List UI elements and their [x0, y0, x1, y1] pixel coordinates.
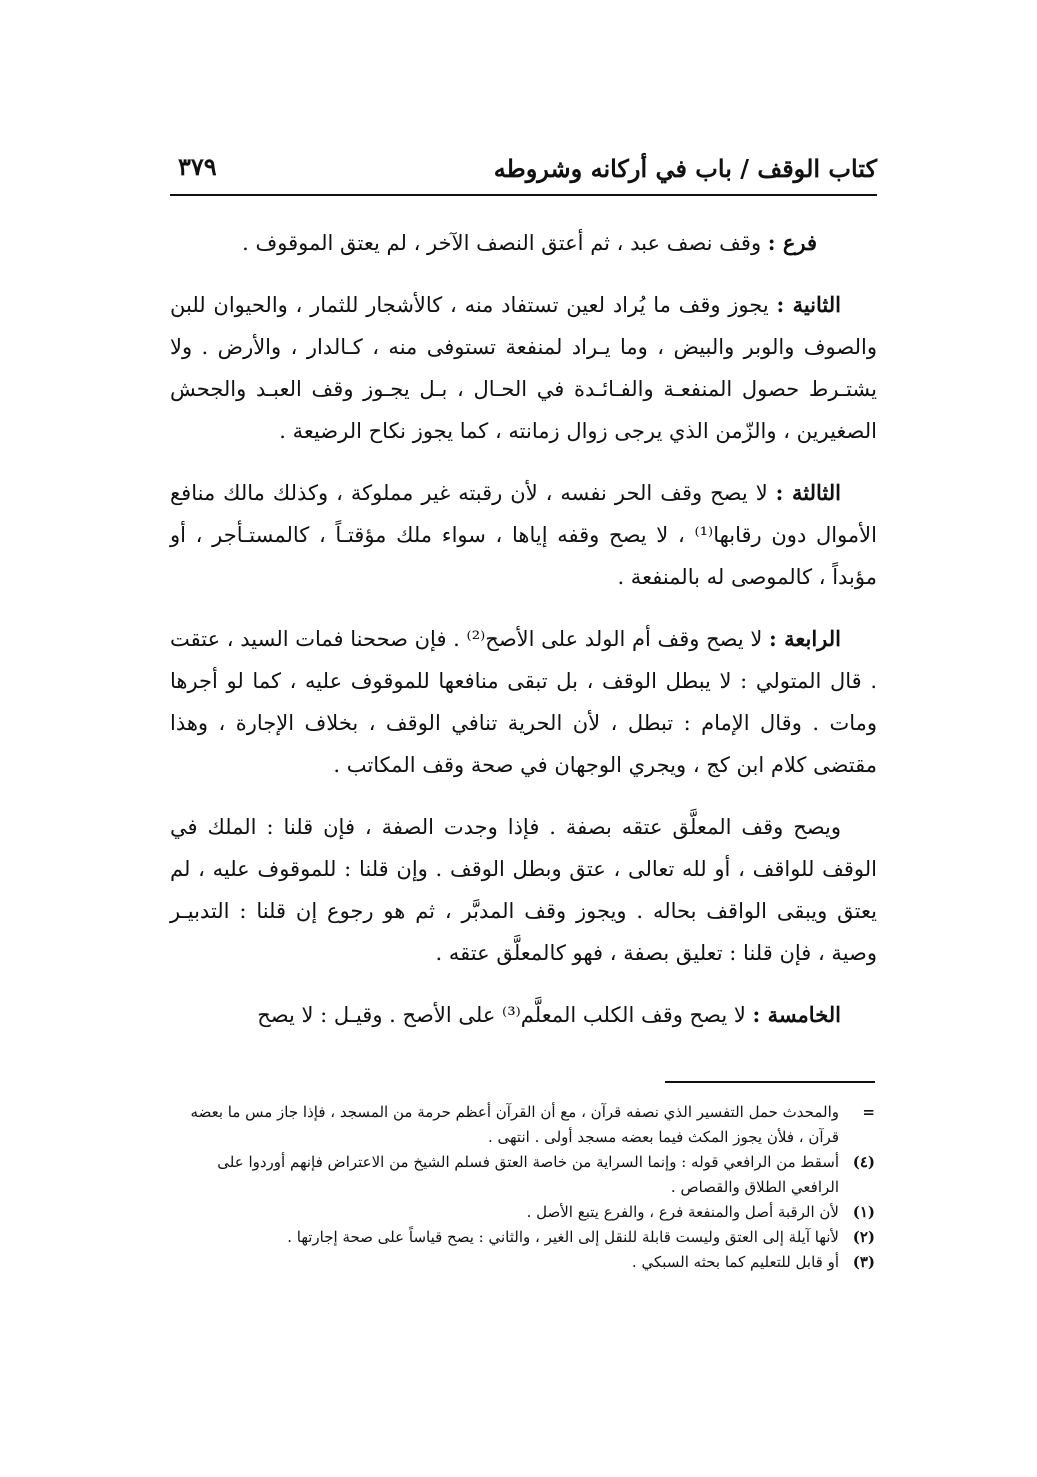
paragraph-lead: الرابعة : — [769, 626, 842, 651]
paragraph-text: وقف نصف عبد ، ثم أعتق النصف الآخر ، لم يعتق الموقوف . — [242, 231, 768, 255]
paragraph-far — [170, 222, 877, 264]
footnote-mark: (٢) — [852, 1228, 875, 1246]
footnote-text: أو قابل للتعليم كما بحثه السبكي . — [631, 1253, 839, 1271]
footnote-text: لأنها آيلة إلى العتق وليست قابلة للنقل إلى الغير ، والثاني : يصح قياساً على صحة إجارتها . — [287, 1228, 839, 1246]
paragraph-lead: الثالثة : — [775, 480, 842, 505]
footnote-text: لأن الرقبة أصل والمنفعة فرع ، والفرع يتبع الأصل . — [526, 1203, 839, 1221]
footnote-text: والمحدث حمل التفسير الذي نصفه قرآن ، مع أن القرآن أعظم حرمة من المسجد ، فإذا جاز مس ما بعضه قرآن ، فلأن يجوز المكث فيما بعضه مسجد أولى . انتهى . — [190, 1103, 839, 1146]
footnote — [165, 1250, 875, 1275]
paragraph-text: لا يصح وقف أم الولد على الأصح⁽²⁾ . فإن صححنا فمات السيد ، عتقت . قال المتولي : لا يبطل الوقف ، بل تبقى منافعها للموقوف عليه ، كما لو أجرها ومات . وقال الإمام : تبطل ، لأن الحرية تنافي الوقف ، بخلاف الإجارة ، وهذا مقتضى كلام ابن كج ، ويجري الوجهان في صحة وقف المكاتب . — [170, 627, 877, 777]
footnote-mark: (٣) — [852, 1253, 875, 1271]
paragraph-text: لا يصح وقف الحر نفسه ، لأن رقبته غير مملوكة ، وكذلك مالك منافع الأموال دون رقابها⁽¹⁾ ، لا يصح وقفه إياها ، سواء ملك مؤقتـاً ، كالمستـأجر ، أو مؤبداً ، كالموصى له بالمنفعة . — [170, 481, 877, 589]
footnote — [165, 1200, 875, 1225]
footnote — [165, 1100, 875, 1150]
paragraph-text: ويصح وقف المعلَّق عتقه بصفة . فإذا وجدت الصفة ، فإن قلنا : الملك في الوقف للواقف ، أو لله تعالى ، عتق وبطل الوقف . وإن قلنا : للموقوف عليه ، لم يعتق ويبقى الواقف بحاله . ويجوز وقف المدبَّر ، ثم هو رجوع إن قلنا : التدبيـر وصية ، فإن قلنا : تعليق بصفة ، فهو كالمعلَّق عتقه . — [170, 815, 877, 965]
footnotes — [165, 1100, 875, 1275]
paragraph-rabia — [170, 618, 877, 786]
footnote — [165, 1225, 875, 1250]
page-header — [170, 148, 877, 192]
footnote-mark: (١) — [852, 1203, 875, 1221]
paragraph-lead: الخامسة : — [752, 1002, 841, 1027]
footnote-mark: = — [862, 1103, 875, 1121]
paragraph-lead: الثانية : — [776, 292, 841, 317]
paragraph-muallaq — [170, 806, 877, 974]
footnote — [165, 1150, 875, 1200]
paragraph-lead: فرع : — [767, 230, 817, 255]
footnote-text: أسقط من الرافعي قوله : وإنما السراية من خاصة العتق فسلم الشيخ من الاعتراض فإنهم أوردوا على الرافعي الطلاق والقصاص . — [217, 1153, 839, 1196]
paragraph-text: يجوز وقف ما يُراد لعين تستفاد منه ، كالأشجار للثمار ، والحيوان للبن والصوف والوبر والبيض ، وما يـراد لمنفعة تستوفى منه ، كـالدار ، والأرض . ولا يشتـرط حصول المنفعـة والفـائـدة في الحـال ، بـل يجـوز وقف العبـد والجحش الصغيرين ، والزّمن الذي يرجى زوال زمانته ، كما يجوز نكاح الرضيعة . — [170, 293, 877, 443]
paragraph-thaniya — [170, 284, 877, 452]
header-rule — [170, 194, 877, 196]
body-text — [170, 222, 877, 1056]
page-number: ٣٧٩ — [178, 152, 217, 181]
paragraph-khamisa — [170, 994, 877, 1036]
footnote-rule — [665, 1081, 875, 1083]
footnote-mark: (٤) — [852, 1153, 875, 1171]
paragraph-thalitha — [170, 472, 877, 598]
running-title: كتاب الوقف / باب في أركانه وشروطه — [493, 154, 877, 183]
paragraph-text: لا يصح وقف الكلب المعلَّم⁽³⁾ على الأصح . وقيـل : لا يصح — [257, 1003, 753, 1027]
